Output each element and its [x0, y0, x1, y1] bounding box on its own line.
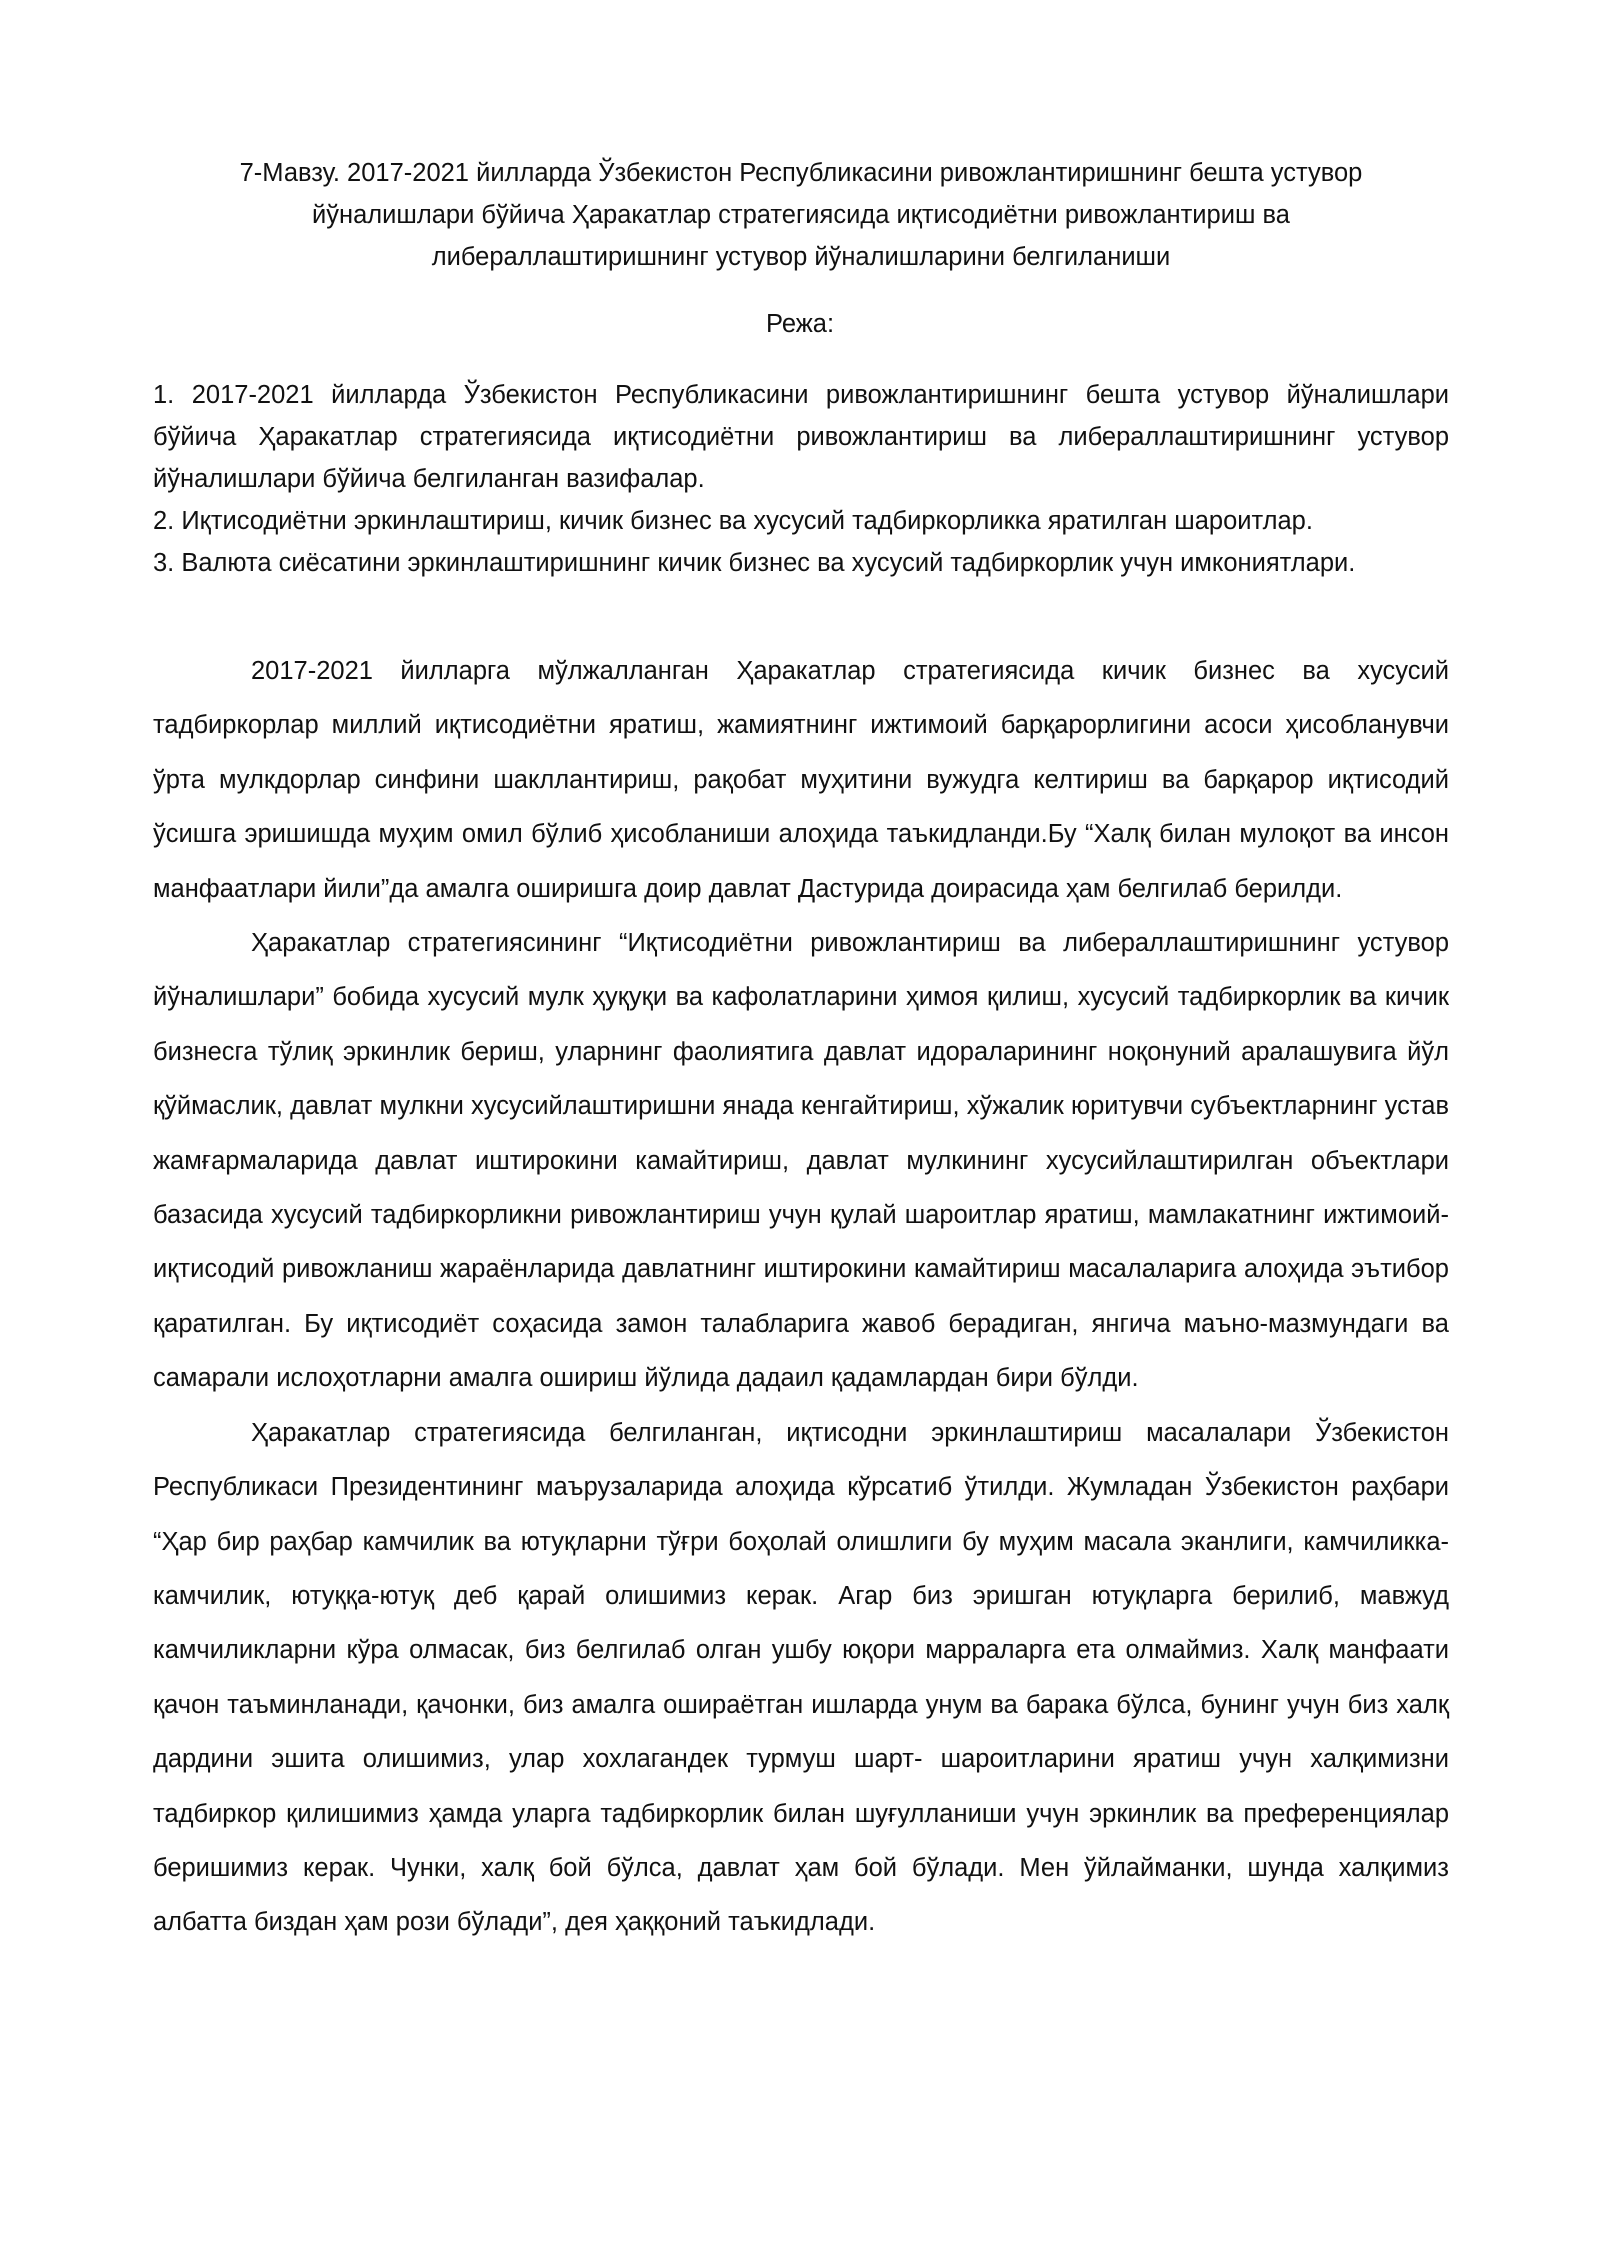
paragraph-3: Ҳаракатлар стратегиясида белгиланган, иқтисодни эркинлаштириш масалалари Ўзбекистон Республикаси Президентининг маърузаларида алоҳида кўрсатиб ўтилди. Жумладан Ўзбекистон раҳбари “Ҳар бир раҳбар камчилик ва ютуқларни тўғри боҳолай олишлиги бу муҳим масала эканлиги, камчиликка-камчилик, ютуққа-ютуқ деб қарай олишимиз керак. Агар биз эришган ютуқларга берилиб, мавжуд камчиликларни кўра олмасак, биз белгилаб олган ушбу юқори марраларга ета олмаймиз. Халқ манфаати қачон таъминланади, қачонки, биз амалга ошираётган ишларда унум ва барака бўлса, бунинг учун биз халқ дардини эшита олишимиз, улар хохлагандек турмуш шарт- шароитларини яратиш учун халқимизни тадбиркор қилишимиз ҳамда уларга тадбиркорлик билан шуғулланиши учун эркинлик ва преференциялар беришимиз керак. Чунки, халқ бой бўлса, давлат ҳам бой бўлади. Мен ўйлайманки, шунда халқимиз албатта биздан ҳам рози бўлади”, дея ҳаққоний таъкидлади. — [153, 1418, 1449, 1937]
document-title: 7-Мавзу. 2017-2021 йилларда Ўзбекистон Республикасини ривожлантиришнинг бешта устувор йўналишлари бўйича Ҳаракатлар стратегиясида иқтисодиётни ривожлантириш ва либераллаштиришнинг устувор йўналишларини белгиланиши — [239, 159, 1363, 271]
paragraph-2: Ҳаракатлар стратегиясининг “Иқтисодиётни ривожлантириш ва либераллаштиришнинг устувор йўналишлари” бобида хусусий мулк ҳуқуқи ва кафолатларини ҳимоя қилиш, хусусий тадбиркорлик ва кичик бизнесга тўлиқ эркинлик бериш, уларнинг фаолиятига давлат идораларининг ноқонуний аралашувига йўл қўймаслик, давлат мулкни хусусийлаштиришни янада кенгайтириш, хўжалик юритувчи субъектларнинг устав жамғармаларида давлат иштирокини камайтириш, давлат мулкининг хусусийлаштирилган объектлари базасида хусусий тадбиркорликни ривожлантириш учун қулай шароитлар яратиш, мамлакатнинг ижтимоий-иқтисодий ривожланиш жараёнларида давлатнинг иштирокини камайтириш масалаларига алоҳида эътибор қаратилган. Бу иқтисодиёт соҳасида замон талабларига жавоб берадиган, янгича маъно-мазмундаги ва самарали ислоҳотларни амалга ошириш йўлида дадаил қадамлардан бири бўлди. — [153, 929, 1449, 1393]
plan-item-3: 3. Валюта сиёсатини эркинлаштиришнинг кичик бизнес ва хусусий тадбиркорлик учун имкониятлари. — [153, 549, 1356, 577]
plan-item-2: 2. Иқтисодиётни эркинлаштириш, кичик бизнес ва хусусий тадбиркорликка яратилган шароитлар. — [153, 507, 1313, 535]
plan-heading: Режа: — [765, 310, 835, 338]
plan-list — [153, 374, 1449, 584]
body-text — [153, 644, 1449, 1950]
plan-item-1: 1. 2017-2021 йилларда Ўзбекистон Республикасини ривожлантиришнинг бешта устувор йўналишлари бўйича Ҳаракатлар стратегиясида иқтисодиётни ривожлантириш ва либераллаштиришнинг устувор йўналишлари бўйича белгиланган вазифалар. — [153, 381, 1449, 493]
paragraph-1: 2017-2021 йилларга мўлжалланган Ҳаракатлар стратегиясида кичик бизнес ва хусусий тадбиркорлар миллий иқтисодиётни яратиш, жамиятнинг ижтимоий барқарорлигини асоси ҳисобланувчи ўрта мулкдорлар синфини шакллантириш, рақобат муҳитини вужудга келтириш ва барқарор иқтисодий ўсишга эришишда муҳим омил бўлиб ҳисобланиши алоҳида таъкидланди.Бу “Халқ билан мулоқот ва инсон манфаатлари йили”да амалга оширишга доир давлат Дастурида доирасида ҳам белгилаб берилди. — [153, 657, 1449, 903]
